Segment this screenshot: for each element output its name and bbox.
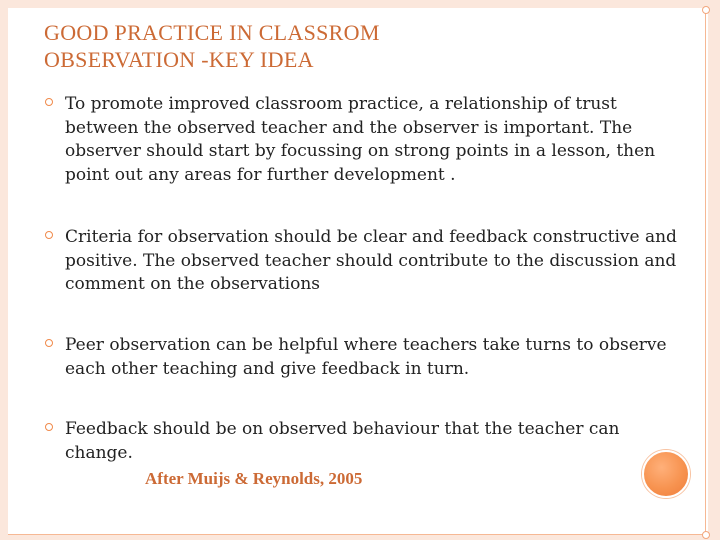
bullet-text: Peer observation can be helpful where teachers take turns to observe each other teaching and give feedback in turn. xyxy=(65,335,667,379)
slide-title xyxy=(44,19,644,73)
bullet-circle-icon xyxy=(45,231,53,239)
bullet-circle-icon xyxy=(45,98,53,106)
frame-horizontal-rule xyxy=(8,534,706,535)
frame-right-border xyxy=(708,0,720,540)
bullet-circle-icon xyxy=(45,339,53,347)
frame-top-border xyxy=(0,0,720,8)
bullet-text: Criteria for observation should be clear and feedback constructive and positive. The observed teacher should contribute to the discussion and comment on the observations xyxy=(65,227,677,294)
frame-left-border xyxy=(0,0,8,540)
frame-bead-decoration xyxy=(702,6,710,14)
bullet-circle-icon xyxy=(45,423,53,431)
bullet-text: Feedback should be on observed behaviour that the teacher can change. xyxy=(65,419,620,463)
frame-vertical-rule xyxy=(705,8,706,534)
decorative-circle-icon xyxy=(642,450,690,498)
slide-title-line: OBSERVATION -KEY IDEA xyxy=(44,47,314,72)
slide-title-line: GOOD PRACTICE IN CLASSROM xyxy=(44,20,380,45)
citation: After Muijs & Reynolds, 2005 xyxy=(145,469,363,488)
bullet-text: To promote improved classroom practice, a relationship of trust between the observed teacher and the observer is important. The observer should start by focussing on strong points in a lesson, then point out any areas for further development . xyxy=(65,94,656,185)
frame-bead-decoration xyxy=(702,531,710,539)
